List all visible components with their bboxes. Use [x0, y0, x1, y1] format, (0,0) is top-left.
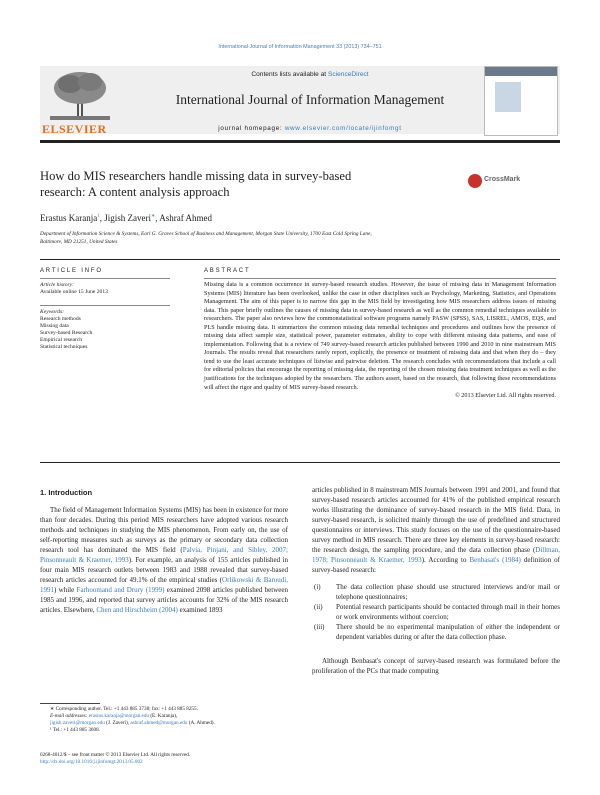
elsevier-tree-icon [40, 66, 120, 122]
list-item [312, 582, 560, 602]
email-note [50, 713, 300, 720]
author-name[interactable]: Jigish Zaveri [104, 213, 151, 223]
spacer [312, 575, 560, 582]
crossmark-label: CrossMark [484, 176, 521, 183]
text-run: articles published in 8 mainstream MIS Journals between 1991 and 2001, and found that survey-based research articles accounted for 41% of the published empirical research works illustrating the dominance of survey-based research in the MIS field. Data, in survey-based research, is solicited mainly through the use of predefined and structured questionnaires or interviews. This study focuses on the use of the questionnaire-based survey method in MIS research. There are three key elements in survey-based research: the research design, the sampling procedure, and the data collection phase ( [312, 486, 560, 554]
author-list: Erastus Karanja$^1$, Jigish Zaveri∗, Ashraf Ahmed [40, 213, 212, 223]
article-title-line1: How do MIS researchers handle missing data in survey-based [40, 169, 352, 183]
contents-line [120, 71, 500, 78]
journal-homepage [120, 125, 500, 132]
sciencedirect-link[interactable]: ScienceDirect [327, 71, 369, 78]
intro-right-paragraph [312, 485, 560, 575]
abstract-heading: ABSTRACT [204, 268, 251, 274]
email-who: (E. Karanja), [149, 713, 178, 719]
keywords-rule [40, 305, 170, 306]
keyword-item: Missing data [40, 323, 69, 329]
cover-band [485, 67, 557, 76]
author-mark[interactable]: ∗ [150, 214, 156, 219]
affiliation-line2: Baltimore, MD 21251, United States [40, 239, 118, 245]
email-who: (A. Ahmed). [187, 720, 215, 726]
text-run: definition of survey-based research: [312, 556, 560, 574]
info-heading-rule [40, 278, 170, 279]
journal-citation[interactable]: International Journal of Information Management 33 (2013) 734–751 [218, 44, 382, 50]
cover-image [495, 82, 521, 112]
intro-right-column [312, 485, 560, 676]
reference-link[interactable]: Benbasat's (1984) [469, 556, 521, 564]
footnotes [50, 706, 300, 734]
reference-link[interactable]: Farhoomand and Drury (1999) [76, 586, 165, 594]
contents-prefix: Contents lists available at [251, 71, 328, 78]
author-mark[interactable]: 1 [97, 214, 100, 219]
email-note-2 [50, 720, 300, 727]
corresponding-author-note: ∗ Corresponding author. Tel.: +1 443 885 3738; fax: +1 443 885 8255. [50, 706, 198, 712]
history-value: Available online 15 June 2013 [40, 289, 108, 295]
reference-link[interactable]: Chen and Hirschheim (2004) [96, 606, 178, 614]
keyword-item: Empirical research [40, 337, 83, 343]
list-number: (i) [314, 583, 321, 591]
keywords-block [40, 309, 170, 351]
history-label: Article history: [40, 282, 75, 288]
keyword-item: Survey-based Research [40, 330, 93, 336]
list-number: (iii) [314, 623, 325, 631]
keyword-item: Research methods [40, 316, 81, 322]
journal-title: International Journal of Information Management [175, 92, 445, 107]
text-run: examined 2098 articles published between 1985 and 1996, and reported that survey articles accounts for 32% of the MIS research articles. Elsewhere, [40, 586, 289, 614]
article-title-line2: research: A content analysis approach [40, 185, 230, 199]
crossmark-badge[interactable] [468, 172, 528, 196]
article-info-heading: ARTICLE INFO [40, 268, 103, 274]
list-text: Potential research participants should be contacted through mail in their homes or work environments without coercion; [336, 603, 560, 621]
reference-link[interactable]: Orlikowski & Baroudi, 1991 [40, 576, 288, 594]
issn-line: 0268-4012/$ – see front matter © 2013 Elsevier Ltd. All rights reserved. [40, 752, 191, 758]
email-link[interactable]: erastus.karanja@morgan.edu [88, 713, 150, 719]
email-link[interactable]: jigish.zaveri@morgan.edu [50, 720, 105, 726]
info-top-rule [40, 259, 560, 260]
crossmark-icon [468, 174, 482, 188]
doi-link[interactable]: http://dx.doi.org/10.1016/j.ijinfomgt.2013.05.002 [40, 759, 143, 765]
list-number: (ii) [314, 603, 323, 611]
email-label: E-mail addresses: [50, 713, 89, 719]
section-heading: 1. Introduction [40, 488, 93, 497]
header-rule [40, 140, 560, 143]
abstract-copyright: © 2013 Elsevier Ltd. All rights reserved. [455, 392, 556, 400]
text-run: ). According to [421, 556, 470, 564]
article-history [40, 282, 170, 296]
homepage-prefix: journal homepage: [218, 125, 285, 132]
author-name[interactable]: Erastus Karanja [40, 213, 98, 223]
abstract-body: Missing data is a common occurrence in survey-based research studies. However, the issue of missing data in Management Information Systems (MIS) literature has been overlooked, unlike the case in other disciplines such as Psychology, Marketing, Statistics, and Operations Management. The aim of this paper is to narrow this gap in the MIS field by investigating how MIS researchers address issues of missing data. This paper briefly outlines the causes of missing data in survey-based research as well as the common remedial techniques available to researchers. The paper also reviews how the commonstatistical software programs namely PASW (SPSS), SAS, LISREL, AMOS, EQS, and PLS handle missing data. It summarizes the common missing data remedial techniques and procedures and outlines how the presence of missing data affect sample size, statistical power, parameter estimates, ability to cope with different missing data patterns, and ease of implementation. Following that is a review of 749 survey-based research articles published between 1990 and 2010 in nine mainstream MIS Journals. The results reveal that researchers rarely report, explicitly, the presence or treatment of missing data and that when they do – they tend to use the least accurate techniques of listwise and pairwise deletion. The research concludes with recommendations that include a call for editorial policies that encourage the reporting of missing data, the reporting of the chosen missing data treatment techniques as well as the justifications for the techniques adopted by the researchers. The authors assert, based on the research, that following these recommendations will affect the rigor and quality of MIS survey-based research. [204, 281, 556, 391]
email-link[interactable]: ashraf.ahmed@morgan.edu [130, 720, 188, 726]
text-run: examined 1893 [177, 606, 223, 614]
journal-cover-thumbnail [484, 66, 558, 136]
publisher-name: ELSEVIER [42, 122, 107, 136]
text-run: ). For example, an analysis of 155 articles published in four main MIS research outlets between 1983 and 1988 revealed that survey-based research articles accounted for 49.1% of the empirical studies ( [40, 556, 288, 584]
footnote-rule [40, 703, 100, 704]
abstract-text [204, 281, 556, 401]
homepage-link[interactable]: www.elsevier.com/locate/ijinfomgt [284, 125, 402, 132]
list-text: The data collection phase should use structured interviews and/or mail or telephone questionnaires; [336, 583, 560, 601]
intro-right-paragraph-2: Although Benbasat's concept of survey-based research was formulated before the proliferation of the PCs that made computing [312, 657, 560, 675]
affiliation-line1: Department of Information Science & Systems, Earl G. Graves School of Business and Management, Morgan State University, 1700 East Cold Spring Lane, [40, 231, 372, 237]
intro-left-paragraph [40, 505, 288, 615]
text-run: ) while [54, 586, 77, 594]
reference-link[interactable]: Dillman, 1978; Pinsonneault & Kraemer, 1993 [312, 546, 560, 564]
article-title [40, 168, 440, 200]
abstract-heading-rule [204, 278, 556, 279]
reference-link[interactable]: Palvia, Pinjani, and Sibley, 2007; Pinsonneault & Kraemer, 1993 [40, 546, 288, 564]
list-text: There should be no experimental manipulation of either the independent or dependent variables during or after the data collection phase. [336, 623, 560, 641]
keyword-item: Statistical techniques [40, 344, 88, 350]
abstract-bottom-rule [40, 462, 560, 463]
email-who: (J. Zaveri), [104, 720, 131, 726]
text-run: The field of Management Information Systems (MIS) has been in existence for more than four decades. During this period MIS researchers have adopted various research methods and techniques in studying the MIS phenomenon. From early on, the use of self-reporting measures such as surveys as the primary or secondary data collection research tool has dominated the MIS field ( [40, 506, 288, 554]
list-item [312, 622, 560, 642]
telephone-note: ¹ Tel.: +1 443 885 3608. [50, 727, 100, 733]
spacer [312, 642, 560, 656]
issn-block [40, 752, 300, 766]
keywords-label: Keywords: [40, 309, 65, 315]
list-item [312, 602, 560, 622]
author-name[interactable]: Ashraf Ahmed [159, 213, 212, 223]
affiliation [40, 230, 520, 246]
